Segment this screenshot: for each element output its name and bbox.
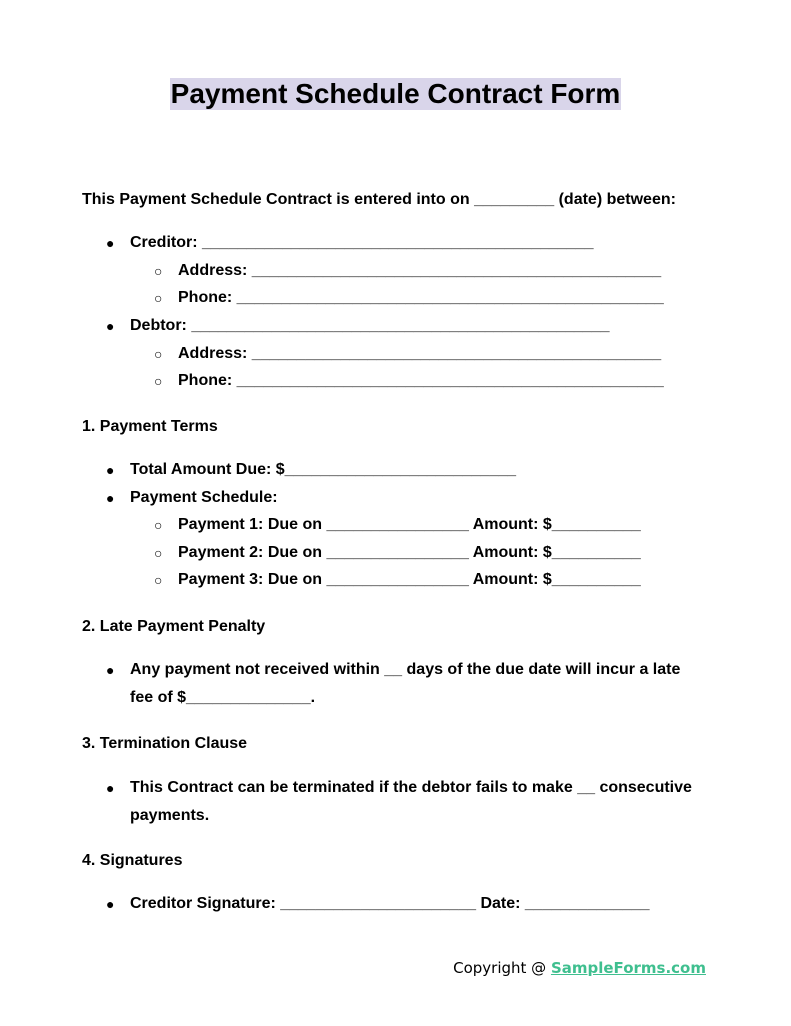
section-heading-late-penalty: 2. Late Payment Penalty <box>82 618 266 635</box>
creditor-address-line: Address: ______________________________________________ <box>178 262 662 279</box>
payment-1-line: Payment 1: Due on ________________ Amount: $__________ <box>178 516 641 533</box>
termination-text: This Contract can be terminated if the debtor fails to make __ consecutive payments. <box>130 779 692 824</box>
bullet-dot: ● <box>106 490 115 506</box>
bullet-circle: ○ <box>154 373 163 389</box>
bullet-circle: ○ <box>154 346 163 362</box>
page-title: Payment Schedule Contract Form <box>170 78 621 109</box>
bullet-circle: ○ <box>154 572 163 588</box>
payment-schedule-label: Payment Schedule: <box>130 489 278 506</box>
bullet-circle: ○ <box>154 290 163 306</box>
bullet-circle: ○ <box>154 263 163 279</box>
brand-link[interactable]: SampleForms.com <box>550 959 706 977</box>
debtor-phone-line: Phone: ________________________________________________ <box>178 372 664 389</box>
bullet-dot: ● <box>106 896 115 912</box>
payment-3-line: Payment 3: Due on ________________ Amount: $__________ <box>178 571 641 588</box>
total-amount-line: Total Amount Due: $__________________________ <box>130 461 517 478</box>
intro-text: This Payment Schedule Contract is entered into on _________ (date) between: <box>82 191 676 208</box>
bullet-dot: ● <box>106 780 115 796</box>
late-penalty-text: Any payment not received within __ days of the due date will incur a late fee of $______________. <box>130 661 681 706</box>
payment-2-line: Payment 2: Due on ________________ Amount: $__________ <box>178 544 641 561</box>
copyright-text: Copyright @ <box>453 959 551 977</box>
debtor-address-line: Address: ______________________________________________ <box>178 345 662 362</box>
debtor-line: Debtor: _______________________________________________ <box>130 317 610 334</box>
footer-copyright <box>453 958 706 978</box>
section-heading-payment-terms: 1. Payment Terms <box>82 418 218 435</box>
creditor-signature-line: Creditor Signature: ______________________ Date: ______________ <box>130 895 650 912</box>
bullet-dot: ● <box>106 462 115 478</box>
section-heading-termination: 3. Termination Clause <box>82 735 248 752</box>
bullet-circle: ○ <box>154 545 163 561</box>
section-heading-signatures: 4. Signatures <box>82 852 183 869</box>
bullet-circle: ○ <box>154 517 163 533</box>
title-wrap <box>0 78 791 110</box>
bullet-dot: ● <box>106 318 115 334</box>
bullet-dot: ● <box>106 235 115 251</box>
creditor-phone-line: Phone: ________________________________________________ <box>178 289 664 306</box>
creditor-line: Creditor: ____________________________________________ <box>130 234 594 251</box>
bullet-dot: ● <box>106 662 115 678</box>
